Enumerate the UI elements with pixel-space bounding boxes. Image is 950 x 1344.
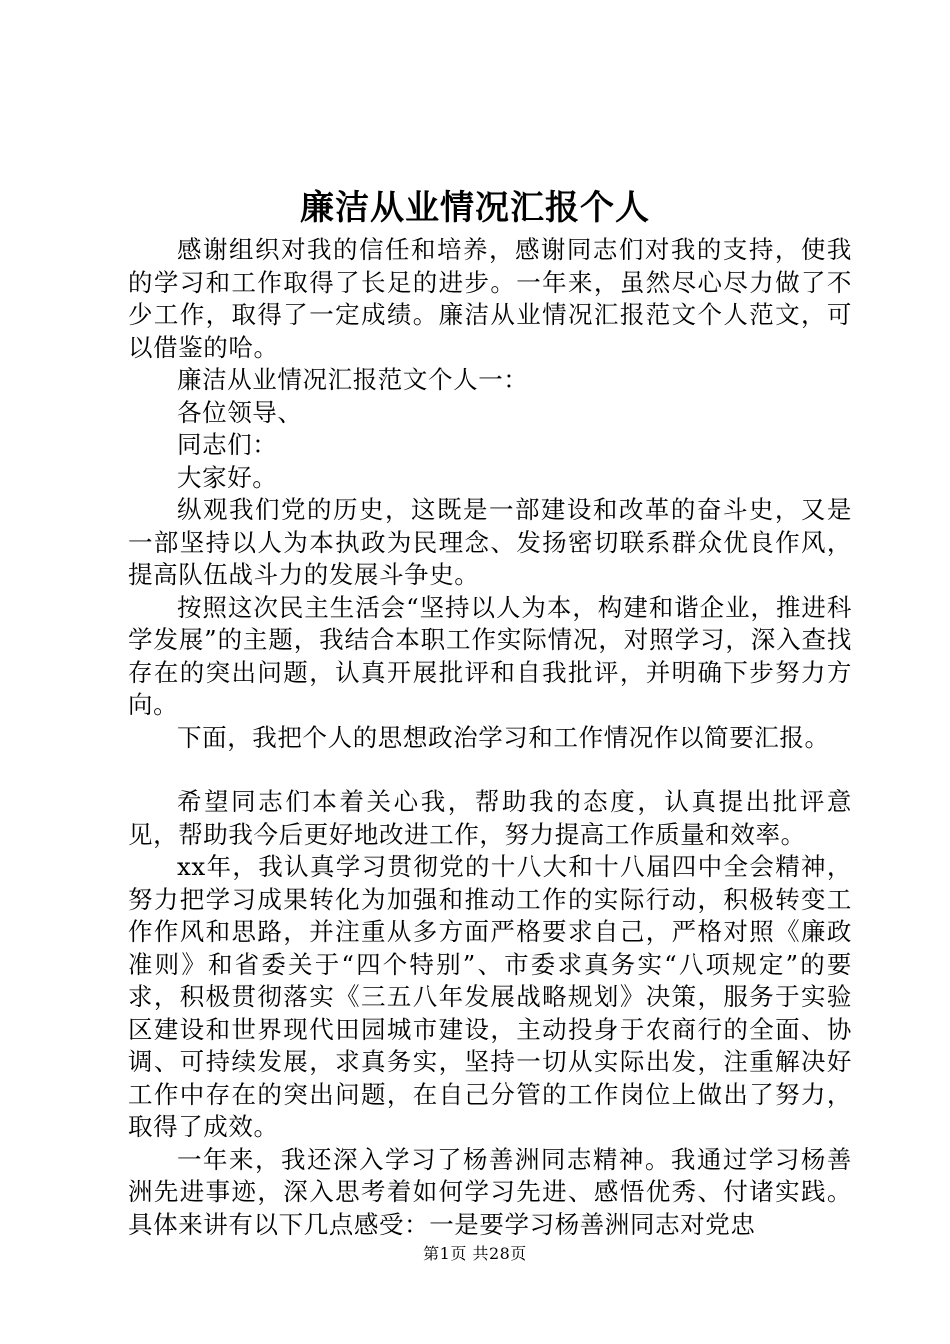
paragraph: 纵观我们党的历史，这既是一部建设和改革的奋斗史，又是一部坚持以人为本执政为民理念、发扬密切联系群众优良作风，提高队伍战斗力的发展斗争史。 [128, 495, 852, 589]
paragraph: 感谢组织对我的信任和培养，感谢同志们对我的支持，使我的学习和工作取得了长足的进步。一年来，虽然尽心尽力做了不少工作，取得了一定成绩。廉洁从业情况汇报范文个人范文，可以借鉴的哈。 [128, 235, 852, 362]
paragraph: 大家好。 [177, 462, 278, 492]
paragraph: 按照这次民主生活会“坚持以人为本，构建和谐企业，推进科学发展”的主题，我结合本职工作实际情况，对照学习，深入查找存在的突出问题，认真开展批评和自我批评，并明确下步努力方向。 [128, 592, 852, 719]
paragraph-gap [128, 754, 852, 786]
paragraph: xx年，我认真学习贯彻党的十八大和十八届四中全会精神，努力把学习成果转化为加强和推动工作的实际行动，积极转变工作作风和思路，并注重从多方面严格要求自己，严格对照《廉政准则》和省委关于“四个特别”、市委求真务实“八项规定”的要求，积极贯彻落实《三五八年发展战略规划》决策，服务于实验区建设和世界现代田园城市建设，主动投身于农商行的全面、协调、可持续发展，求真务实，坚持一切从实际出发，注重解决好工作中存在的突出问题，在自己分管的工作岗位上做出了努力，取得了成效。 [128, 852, 852, 1141]
document-body [128, 234, 852, 1241]
paragraph: 同志们： [177, 430, 278, 459]
page-number-footer: 第1页 共28页 [423, 1244, 527, 1263]
paragraph: 廉洁从业情况汇报范文个人一： [177, 365, 529, 394]
document-title: 廉洁从业情况汇报个人 [300, 188, 650, 228]
paragraph: 下面，我把个人的思想政治学习和工作情况作以简要汇报。 [177, 722, 830, 752]
paragraph: 一年来，我还深入学习了杨善洲同志精神。我通过学习杨善洲先进事迹，深入思考着如何学习先进、感悟优秀、付诸实践。具体来讲有以下几点感受：一是要学习杨善洲同志对党忠 [128, 1144, 852, 1239]
paragraph: 各位领导、 [177, 397, 303, 427]
paragraph: 希望同志们本着关心我，帮助我的态度，认真提出批评意见，帮助我今后更好地改进工作，努力提高工作质量和效率。 [128, 787, 852, 849]
